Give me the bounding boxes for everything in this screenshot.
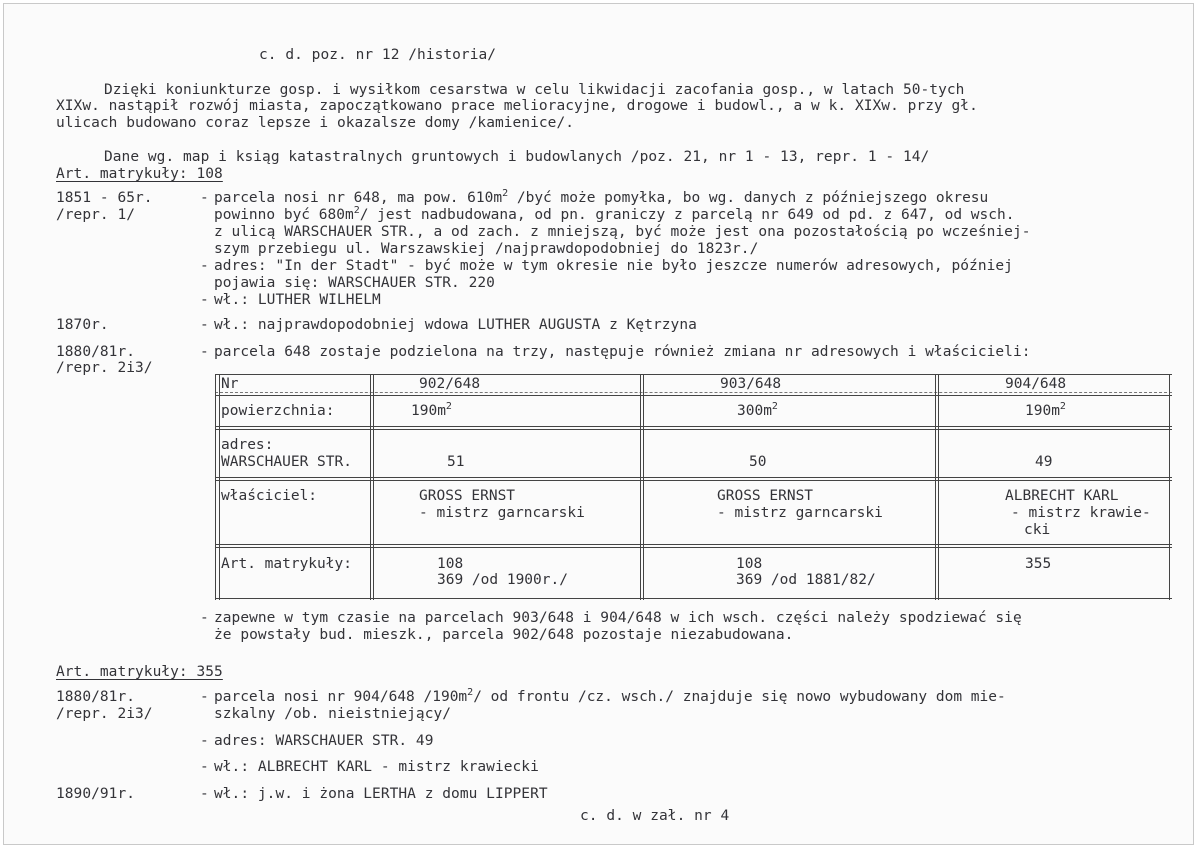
entry-2-1890-owner: wł.: j.w. i żona LERTHA z domu LIPPERT bbox=[214, 786, 548, 802]
after-table-line-1: zapewne w tym czasie na parcelach 903/648 i 904/648 w ich wsch. części należy spodziewać się bbox=[214, 610, 1022, 626]
parcel-address-number: 49 bbox=[1035, 454, 1053, 470]
entry-1851-date: 1851 - 65r. bbox=[56, 190, 153, 206]
parcel-area: $300m^2$ bbox=[737, 401, 778, 419]
entry-1880-repr: /repr. 2i3/ bbox=[56, 360, 153, 376]
entry-1880-text: parcela 648 zostaje podzielona na trzy, następuje również zmiana nr adresowych i właścicieli: bbox=[214, 344, 1031, 360]
entry-2-1880-line1: parcela nosi nr 904/648 $/190m^2/$ od frontu /cz. wsch./ znajduje się nowo wybudowany dom mie- bbox=[214, 687, 1006, 705]
entry-1870-owner: wł.: najprawdopodobniej wdowa LUTHER AUGUSTA z Kętrzyna bbox=[214, 317, 697, 333]
entry-2-1890-date: 1890/91r. bbox=[56, 786, 136, 802]
page-header: c. d. poz. nr 12 /historia/ bbox=[259, 47, 497, 63]
row-label-address: adres: bbox=[221, 437, 274, 453]
parcel-number: 904/648 bbox=[1005, 376, 1067, 392]
parcel-owner-name: GROSS ERNST bbox=[717, 488, 814, 504]
parcel-owner-name: ALBRECHT KARL bbox=[1005, 488, 1119, 504]
entry-1880-date: 1880/81r. bbox=[56, 344, 136, 360]
bullet-dash: - bbox=[200, 292, 209, 308]
bullet-dash: - bbox=[200, 786, 209, 802]
entry-1851-para2-line1: adres: "In der Stadt" - być może w tym okresie nie było jeszcze numerów adresowych, później bbox=[214, 258, 1013, 274]
parcel-owner-name: GROSS ERNST bbox=[419, 488, 516, 504]
entry-1870-date: 1870r. bbox=[56, 317, 109, 333]
page-footer: c. d. w zał. nr 4 bbox=[580, 808, 730, 824]
parcel-area: $190m^2$ bbox=[1025, 401, 1066, 419]
entry-2-1880-date: 1880/81r. bbox=[56, 689, 136, 705]
entry-2-1880-repr: /repr. 2i3/ bbox=[56, 706, 153, 722]
parcel-number: 903/648 bbox=[720, 376, 782, 392]
entry-1851-para1-line3: z ulicą WARSCHAUER STR., a od zach. z mniejszą, być może jest ona pozostałością po wcześniej- bbox=[214, 224, 1031, 240]
intro-line-3: ulicach budowano coraz lepsze i okazalsze domy /kamienice/. bbox=[56, 115, 575, 131]
entry-1851-repr: /repr. 1/ bbox=[56, 207, 136, 223]
document-sheet bbox=[3, 3, 1194, 845]
bullet-dash: - bbox=[200, 610, 209, 626]
entry-1851-para1-line1: parcela nosi nr 648, ma pow. $610m^2$ /być może pomyłka, bo wg. danych z późniejszego okresu bbox=[214, 188, 989, 206]
parcel-owner-trade-cont: cki bbox=[1024, 522, 1051, 538]
bullet-dash: - bbox=[200, 190, 209, 206]
entry-2-1880-line2: szkalny /ob. nieistniejący/ bbox=[214, 706, 452, 722]
sources-line: Dane wg. map i ksiąg katastralnych gruntowych i budowlanych /poz. 21, nr 1 - 13, repr. 1 - 14/ bbox=[104, 149, 930, 165]
parcel-address-number: 51 bbox=[447, 454, 465, 470]
parcel-area: $190m^2$ bbox=[411, 401, 452, 419]
bullet-dash: - bbox=[200, 317, 209, 333]
parcel-owner-trade: - mistrz garncarski bbox=[717, 505, 883, 521]
entry-2-address: adres: WARSCHAUER STR. 49 bbox=[214, 733, 434, 749]
parcel-art-1: 355 bbox=[1025, 556, 1052, 572]
parcel-address-number: 50 bbox=[749, 454, 767, 470]
parcel-owner-trade: - mistrz krawie- bbox=[1011, 505, 1151, 521]
parcel-art-2: 369 /od 1900r./ bbox=[437, 572, 568, 588]
parcel-table bbox=[215, 374, 1172, 600]
entry-2-owner: wł.: ALBRECHT KARL - mistrz krawiecki bbox=[214, 759, 539, 775]
section-2-heading: Art. matrykuły: 355 bbox=[56, 664, 223, 680]
intro-line-1: Dzięki koniunkturze gosp. i wysiłkom cesarstwa w celu likwidacji zacofania gosp., w latach 50-tych bbox=[104, 82, 965, 98]
row-label-nr: Nr bbox=[221, 376, 239, 392]
bullet-dash: - bbox=[200, 344, 209, 360]
bullet-dash: - bbox=[200, 733, 209, 749]
entry-1851-para1-line4: szym przebiegu ul. Warszawskiej /najprawdopodobniej do 1823r./ bbox=[214, 241, 759, 257]
bullet-dash: - bbox=[200, 759, 209, 775]
row-label-art: Art. matrykuły: bbox=[221, 556, 352, 572]
bullet-dash: - bbox=[200, 689, 209, 705]
entry-1851-para1-line2: powinno być $680m^2/$ jest nadbudowana, od pn. graniczy z parcelą nr 649 od pd. z 647, od wsch. bbox=[214, 205, 1015, 223]
bullet-dash: - bbox=[200, 258, 209, 274]
row-label-owner: właściciel: bbox=[221, 488, 318, 504]
after-table-line-2: że powstały bud. mieszk., parcela 902/648 pozostaje niezabudowana. bbox=[214, 627, 794, 643]
parcel-number: 902/648 bbox=[419, 376, 481, 392]
entry-1851-para2-line2: pojawia się: WARSCHAUER STR. 220 bbox=[214, 275, 495, 291]
row-label-area: powierzchnia: bbox=[221, 403, 335, 419]
entry-1851-owner: wł.: LUTHER WILHELM bbox=[214, 292, 381, 308]
parcel-art-1: 108 bbox=[736, 556, 763, 572]
row-label-address-street: WARSCHAUER STR. bbox=[221, 454, 352, 470]
parcel-owner-trade: - mistrz garncarski bbox=[419, 505, 585, 521]
section-1-heading: Art. matrykuły: 108 bbox=[56, 166, 223, 182]
parcel-art-1: 108 bbox=[437, 556, 464, 572]
intro-line-2: XIXw. nastąpił rozwój miasta, zapoczątkowano prace melioracyjne, drogowe i budowl., a w k. XIXw. przy gł. bbox=[56, 98, 978, 114]
parcel-art-2: 369 /od 1881/82/ bbox=[736, 572, 876, 588]
